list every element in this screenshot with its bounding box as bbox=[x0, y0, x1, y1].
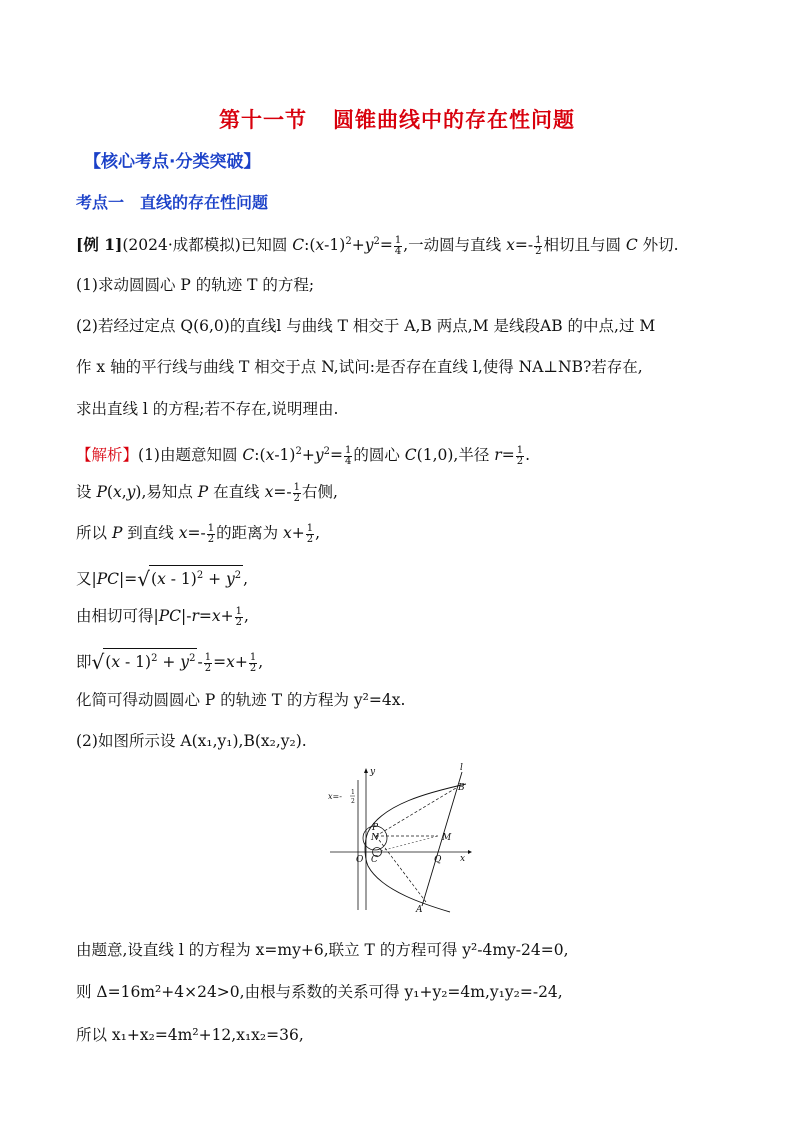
example-prefix: [例 1] bbox=[76, 235, 123, 255]
solution-line-6: 即$√(x - 1)^2 + y^2$ - $\frac{1}{2}$ =x+ $\frac{1}{2}$ , bbox=[76, 648, 263, 674]
a-label: A bbox=[416, 905, 423, 915]
x-axis-label: x bbox=[460, 854, 466, 864]
parabola-curve bbox=[365, 784, 466, 912]
question-1: (1)求动圆圆心 P 的轨迹 T 的方程; bbox=[76, 276, 315, 294]
p-label: P bbox=[372, 823, 379, 833]
m-label: M bbox=[442, 833, 452, 843]
solution-line-8: (2)如图所示设 A(x₁,y₁),B(x₂,y₂). bbox=[76, 732, 307, 750]
kaodian-label: 考点一 bbox=[76, 193, 125, 212]
kaodian-text: 直线的存在性问题 bbox=[140, 193, 269, 212]
directrix-frac-num: 1 bbox=[351, 789, 355, 796]
solution-line-5: 由相切可得|PC|-r=x+ $\frac{1}{2}$ , bbox=[76, 605, 249, 628]
question-2-line-2: 作 x 轴的平行线与曲线 T 相交于点 N,试问:是否存在直线 l,使得 NA⊥NB?若存在, bbox=[76, 358, 643, 376]
example-stem: [例 1](2024·成都模拟)已知圆 $C:(x-1)^2+y^2=$ $\frac{1}{4}$ ,一动圆与直线 x=- $\frac{1}{2}$ 相切且与圆 C 外切. bbox=[76, 234, 679, 257]
y-axis-arrow bbox=[364, 768, 368, 773]
solution-tag: 【解析】 bbox=[76, 446, 139, 465]
line-l-label: l bbox=[460, 763, 463, 773]
dash-c-m bbox=[377, 836, 438, 852]
solution-line-1: 【解析】(1)由题意知圆 $C:(x-1)^2+y^2=$ $\frac{1}{4}$ 的圆心 C(1,0),半径 r= $\frac{1}{2}$ . bbox=[76, 444, 531, 467]
solution-line-11: 所以 x₁+x₂=4m²+12,x₁x₂=36, bbox=[76, 1026, 304, 1044]
title-section-number: 第十一节 bbox=[219, 108, 307, 132]
solution-line-10: 则 Δ=16m²+4×24>0,由根与系数的关系可得 y₁+y₂=4m,y₁y₂=-24, bbox=[76, 983, 563, 1001]
page-title bbox=[0, 104, 794, 134]
x-axis-arrow bbox=[468, 850, 472, 854]
question-2-line-3: 求出直线 l 的方程;若不存在,说明理由. bbox=[76, 400, 339, 418]
question-2-line-1: (2)若经过定点 Q(6,0)的直线l 与曲线 T 相交于 A,B 两点,M 是线段AB 的中点,过 M bbox=[76, 317, 656, 335]
parabola-figure bbox=[320, 760, 480, 918]
q-label: Q bbox=[434, 855, 442, 865]
origin-label: O bbox=[356, 855, 364, 865]
section-header: 【核心考点·分类突破】 bbox=[84, 152, 261, 172]
y-axis-label: y bbox=[370, 767, 376, 777]
solution-line-2: 设 P(x,y),易知点 P 在直线 x=- $\frac{1}{2}$ 右侧, bbox=[76, 481, 338, 504]
directrix-frac-den: 2 bbox=[351, 798, 355, 805]
solution-line-3: 所以 P 到直线 x=- $\frac{1}{2}$ 的距离为 x+ $\frac{1}{2}$ , bbox=[76, 522, 321, 545]
kaodian-heading bbox=[76, 190, 268, 213]
c-label: C bbox=[371, 855, 378, 865]
solution-line-4: 又$|PC|=√(x - 1)^2 + y^2$ , bbox=[76, 565, 248, 589]
directrix-label: x=- bbox=[328, 792, 342, 801]
solution-line-9: 由题意,设直线 l 的方程为 x=my+6,联立 T 的方程可得 y²-4my-24=0, bbox=[76, 941, 569, 959]
b-label: B bbox=[458, 783, 465, 793]
solution-line-7: 化简可得动圆圆心 P 的轨迹 T 的方程为 y²=4x. bbox=[76, 691, 406, 709]
example-source: (2024·成都模拟) bbox=[122, 236, 241, 255]
title-topic: 圆锥曲线中的存在性问题 bbox=[333, 108, 575, 132]
dash-n-b bbox=[376, 788, 456, 836]
n-label: N bbox=[371, 833, 379, 843]
